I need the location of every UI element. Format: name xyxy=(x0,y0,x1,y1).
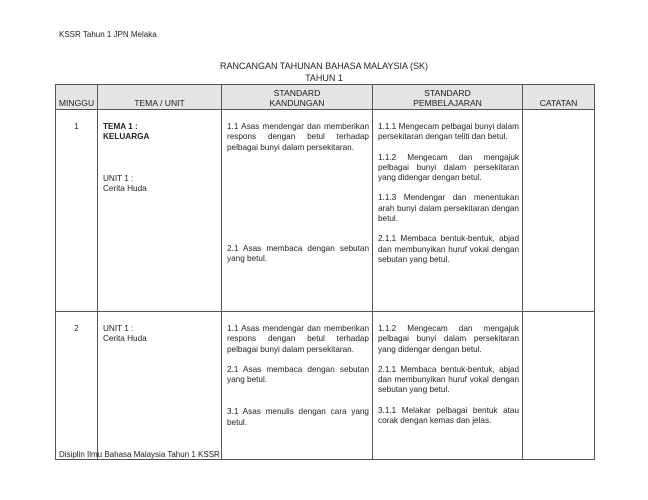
learning-standard-cell xyxy=(373,312,523,460)
content-standard: 1.1 Asas mendengar dan memberikan respons dengan betul terhadap pelbagai bunyi dalam persekitaran. xyxy=(227,122,369,152)
header-catatan: CATATAN xyxy=(523,85,595,110)
table-row xyxy=(56,312,595,460)
header-standard-pembelajaran xyxy=(373,85,523,110)
theme-name: KELUARGA xyxy=(103,132,150,142)
document-title: RANCANGAN TAHUNAN BAHASA MALAYSIA (SK) xyxy=(219,61,429,71)
page-footer: Disiplin Ilmu Bahasa Malaysia Tahun 1 KSSR xyxy=(59,450,220,459)
content-standard: 1.1 Asas mendengar dan memberikan respons dengan betul terhadap pelbagai bunyi dalam persekitaran. xyxy=(227,324,369,354)
week-cell: 2 xyxy=(56,312,98,460)
header-sp-line2: PEMBELAJARAN xyxy=(413,98,482,108)
unit-name: Cerita Huda xyxy=(103,183,147,193)
yearly-plan-table xyxy=(55,84,595,460)
theme-unit-cell xyxy=(98,110,222,312)
notes-cell xyxy=(523,312,595,460)
header-tema-unit: TEMA / UNIT xyxy=(98,85,222,110)
learning-standard-cell xyxy=(373,110,523,312)
unit-label: UNIT 1 : xyxy=(103,324,134,333)
content-standard: 3.1 Asas menulis dengan cara yang betul. xyxy=(227,407,369,427)
learning-standard: 1.1.1 Mengecam pelbagai bunyi dalam persekitaran dengan teliti dan betul. xyxy=(378,122,519,142)
content-standard-cell xyxy=(222,312,373,460)
header-sk-line1: STANDARD xyxy=(273,88,321,98)
content-standard-cell xyxy=(222,110,373,312)
week-cell: 1 xyxy=(56,110,98,312)
unit-label: UNIT 1 : xyxy=(103,173,134,183)
theme-label: TEMA 1 : xyxy=(103,122,138,131)
header-sk-line2: KANDUNGAN xyxy=(269,98,325,108)
learning-standard: 1.1.2 Mengecam dan mengajuk pelbagai bunyi dalam persekitaran yang didengar dengan betul. xyxy=(378,324,519,354)
page-header: KSSR Tahun 1 JPN Melaka xyxy=(59,30,157,39)
document-subtitle: TAHUN 1 xyxy=(305,73,343,83)
learning-standard: 2.1.1 Membaca bentuk-bentuk, abjad dan membunyikan huruf vokal dengan sebutan yang betul. xyxy=(378,234,519,264)
unit-name: Cerita Huda xyxy=(103,334,147,344)
content-standard: 2.1 Asas membaca dengan sebutan yang betul. xyxy=(227,364,369,385)
header-sp-line1: STANDARD xyxy=(424,88,471,98)
learning-standard: 3.1.1 Melakar pelbagai bentuk atau corak dengan kemas dan jelas. xyxy=(378,405,519,426)
table-header-row xyxy=(56,85,595,110)
header-standard-kandungan xyxy=(222,85,373,110)
learning-standard: 1.1.2 Mengecam dan mengajuk pelbagai bunyi dalam persekitaran yang didengar dengan betul. xyxy=(378,152,519,183)
table-row xyxy=(56,110,595,312)
content-standard: 2.1 Asas membaca dengan sebutan yang betul. xyxy=(227,243,369,264)
learning-standard: 1.1.3 Mendengar dan menentukan arah bunyi dalam persekitaran dengan betul. xyxy=(378,193,519,224)
header-minggu: MINGGU xyxy=(56,85,98,110)
notes-cell xyxy=(523,110,595,312)
learning-standard: 2.1.1 Membaca bentuk-bentuk, abjad dan membunyikan huruf vokal dengan sebutan yang betul. xyxy=(378,364,519,395)
theme-unit-cell xyxy=(98,312,222,460)
